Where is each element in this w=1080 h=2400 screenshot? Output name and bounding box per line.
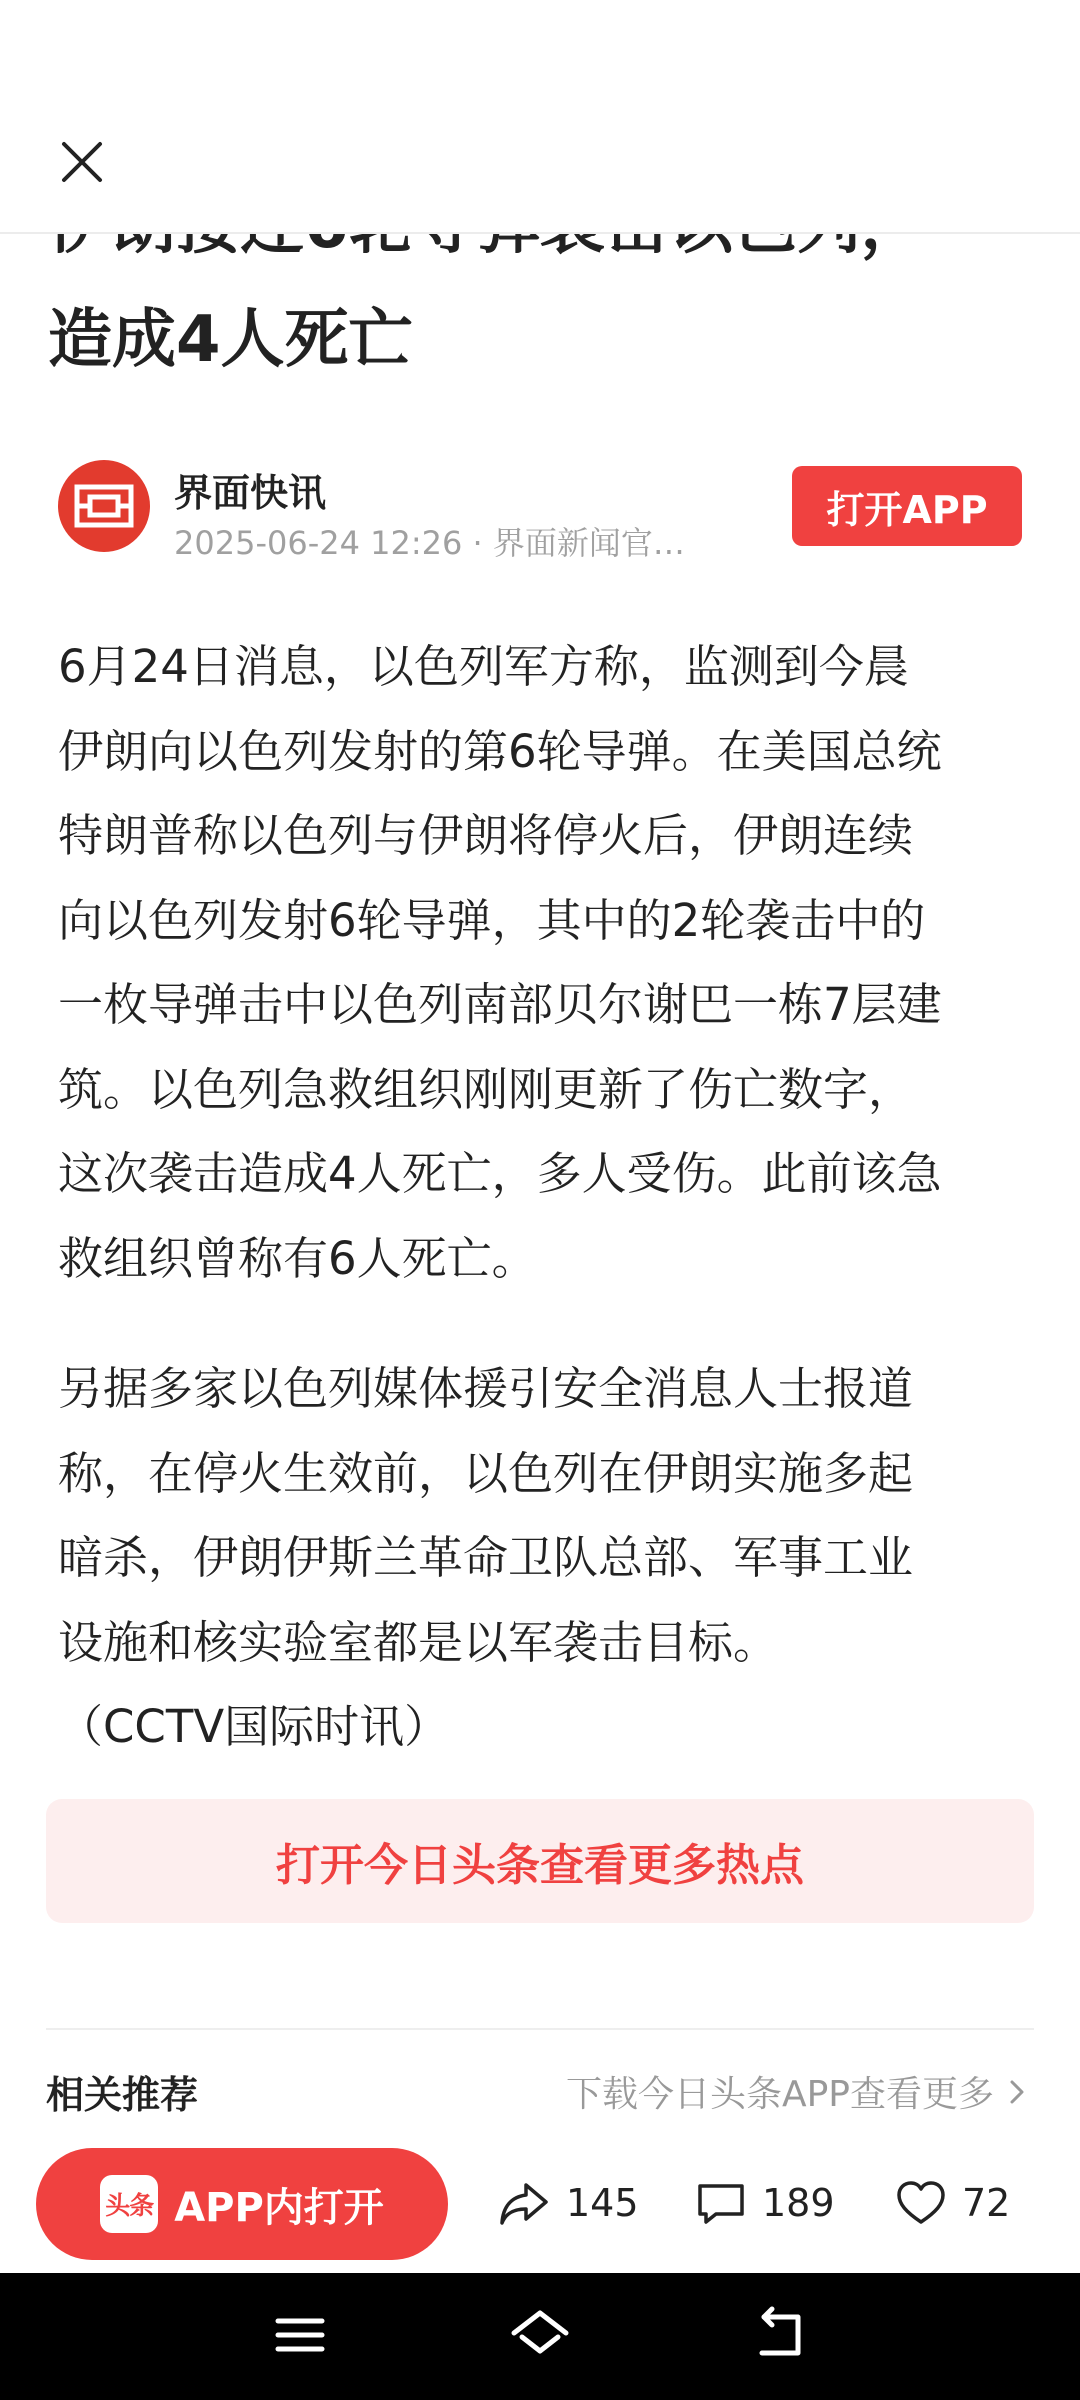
- nav-home-button[interactable]: [508, 2303, 572, 2367]
- related-title: 相关推荐: [46, 2073, 199, 2117]
- publish-meta: 2025-06-24 12:26 · 界面新闻官…: [174, 524, 685, 562]
- close-button[interactable]: [50, 130, 114, 194]
- text-line: 另据多家以色列媒体援引安全消息人士报道: [58, 1362, 914, 1415]
- text-line: 救组织曾称有6人死亡。: [58, 1231, 537, 1285]
- text-line: 这次袭击造成4人死亡，多人受伤。此前该急: [58, 1147, 942, 1200]
- author-row: [58, 460, 1028, 560]
- paragraph-1: [58, 625, 1038, 1301]
- close-icon: [50, 130, 114, 194]
- back-icon: [748, 2303, 812, 2367]
- author-name[interactable]: 界面快讯: [174, 471, 327, 515]
- text-line: 向以色列发射6轮导弹，其中的2轮袭击中的: [58, 893, 926, 947]
- related-more-link[interactable]: [566, 2066, 1034, 2117]
- text-line: 特朗普称以色列与伊朗将停火后，伊朗连续: [58, 809, 914, 862]
- chevron-right-icon: [1002, 2074, 1034, 2110]
- comment-button[interactable]: [694, 2170, 835, 2236]
- home-icon: [508, 2303, 572, 2367]
- open-in-app-label: APP内打开: [174, 2184, 384, 2231]
- comment-count: 189: [762, 2181, 835, 2225]
- avatar[interactable]: [58, 460, 150, 552]
- related-more-label: 下载今日头条APP查看更多: [565, 2074, 994, 2115]
- text-line: （CCTV国际时讯）: [58, 1700, 450, 1753]
- text-line: 伊朗向以色列发射的第6轮导弹。在美国总统: [58, 724, 942, 778]
- paragraph-2: [58, 1347, 1038, 1770]
- heart-icon: [894, 2176, 948, 2230]
- share-icon: [496, 2175, 552, 2231]
- toutiao-logo-icon: 头条: [100, 2175, 158, 2233]
- menu-icon: [268, 2303, 332, 2367]
- text-line: 暗杀，伊朗伊斯兰革命卫队总部、军事工业: [58, 1531, 914, 1584]
- open-in-app-button[interactable]: [36, 2148, 448, 2260]
- open-app-button[interactable]: 打开APP: [792, 466, 1022, 546]
- text-line: 设施和核实验室都是以军袭击目标。: [58, 1615, 779, 1669]
- text-line: 筑。以色列急救组织刚刚更新了伤亡数字，: [58, 1062, 914, 1116]
- text-line: 一枚导弹击中以色列南部贝尔谢巴一栋7层建: [58, 978, 942, 1031]
- divider: [46, 2028, 1034, 2030]
- text-line: 6月24日消息，以色列军方称，监测到今晨: [58, 640, 909, 693]
- nav-menu-button[interactable]: [268, 2303, 332, 2367]
- comment-icon: [694, 2176, 748, 2230]
- text-line: 称，在停火生效前，以色列在伊朗实施多起: [58, 1446, 914, 1500]
- share-button[interactable]: [496, 2170, 639, 2236]
- nav-back-button[interactable]: [748, 2303, 812, 2367]
- title-line-2: 造成4人死亡: [48, 303, 413, 377]
- top-bar: [0, 0, 1080, 234]
- jiemian-logo-icon: [74, 484, 134, 528]
- article-body: [58, 625, 1038, 1770]
- like-count: 72: [962, 2181, 1011, 2225]
- system-nav-bar: [0, 2273, 1080, 2400]
- open-toutiao-banner[interactable]: 打开今日头条查看更多热点: [46, 1799, 1034, 1923]
- share-count: 145: [566, 2181, 639, 2225]
- like-button[interactable]: [894, 2170, 1010, 2236]
- bottom-action-bar: [0, 2140, 1080, 2270]
